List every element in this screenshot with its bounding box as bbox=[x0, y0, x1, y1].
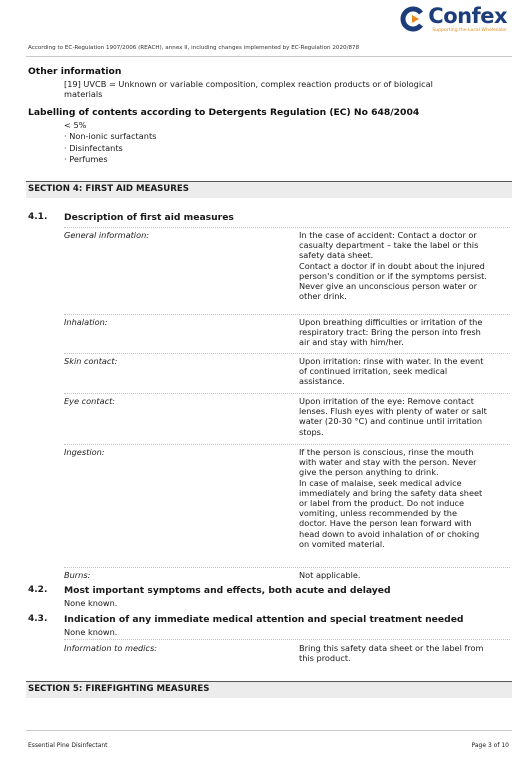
subsection-text: None known. bbox=[64, 627, 118, 637]
row-value-line: vomiting, unless recommended by the bbox=[299, 508, 458, 519]
other-information-line-2: materials bbox=[64, 89, 103, 99]
row-divider bbox=[64, 227, 510, 228]
labelling-title: Labelling of contents according to Detergents Regulation (EC) No 648/2004 bbox=[28, 107, 420, 118]
row-value-line: head down to avoid inhalation of or choking bbox=[299, 528, 480, 539]
other-information-line-1: [19] UVCB = Unknown or variable composition, complex reaction products or of biological bbox=[64, 79, 433, 89]
row-value-line: Upon breathing difficulties or irritation of the bbox=[299, 317, 483, 327]
row-divider bbox=[64, 567, 510, 568]
row-label: Skin contact: bbox=[64, 356, 118, 366]
labelling-item: < 5% bbox=[64, 120, 87, 130]
row-divider bbox=[64, 639, 510, 640]
labelling-item: · Perfumes bbox=[64, 154, 108, 164]
row-value bbox=[299, 396, 509, 437]
row-value bbox=[299, 447, 509, 549]
row-value-line: respiratory tract: Bring the person into fresh bbox=[299, 327, 481, 338]
row-value-line: immediately and bring the safety data sheet bbox=[299, 487, 483, 498]
row-value-line: doctor. Have the person lean forward with bbox=[299, 518, 472, 529]
section-4-title: SECTION 4: FIRST AID MEASURES bbox=[28, 184, 189, 194]
row-value bbox=[299, 643, 509, 663]
row-value-line: In case of malaise, seek medical advice bbox=[299, 477, 462, 488]
subsection-title: Most important symptoms and effects, both acute and delayed bbox=[64, 585, 391, 596]
row-value-line: safety data sheet. bbox=[299, 250, 374, 261]
row-value-line: of continued irritation, seek medical bbox=[299, 366, 448, 377]
row-value bbox=[299, 356, 509, 387]
row-value-line: this product. bbox=[299, 653, 351, 664]
confex-logo-icon bbox=[399, 6, 425, 32]
footer-divider bbox=[26, 730, 512, 731]
row-value-line: Bring this safety data sheet or the label from bbox=[299, 643, 484, 653]
subsection-number: 4.3. bbox=[28, 614, 48, 624]
row-value-line: casualty department – take the label or this bbox=[299, 240, 479, 251]
row-value-line: Upon irritation: rinse with water. In the event bbox=[299, 356, 484, 366]
row-value-line: give the person anything to drink. bbox=[299, 467, 439, 478]
logo-wordmark: Confex bbox=[428, 4, 507, 28]
row-value-line: stops. bbox=[299, 426, 324, 437]
other-information-title: Other information bbox=[28, 66, 122, 77]
row-divider bbox=[64, 353, 510, 354]
header-divider bbox=[26, 56, 512, 57]
row-label: Information to medics: bbox=[64, 643, 157, 653]
row-value bbox=[299, 230, 509, 301]
row-value-line: air and stay with him/her. bbox=[299, 337, 404, 348]
section-4-header bbox=[26, 181, 512, 198]
row-value-line: In the case of accident: Contact a doctor or bbox=[299, 230, 477, 240]
row-label: Burns: bbox=[64, 570, 91, 580]
subsection-title: Indication of any immediate medical attention and special treatment needed bbox=[64, 614, 464, 625]
subsection-number: 4.2. bbox=[28, 585, 48, 595]
row-value bbox=[299, 570, 509, 580]
row-value-line: Not applicable. bbox=[299, 570, 361, 580]
row-divider bbox=[64, 314, 510, 315]
labelling-item: · Disinfectants bbox=[64, 143, 123, 153]
row-value-line: with water and stay with the person. Never bbox=[299, 457, 477, 468]
row-value-line: lenses. Flush eyes with plenty of water or salt bbox=[299, 406, 487, 417]
row-divider bbox=[64, 444, 510, 445]
regulation-line: According to EC-Regulation 1907/2006 (REACH), annex II, including changes implemented by EC-Regulation 2020/878 bbox=[28, 45, 360, 51]
subsection-title: Description of first aid measures bbox=[64, 212, 234, 223]
row-value bbox=[299, 317, 509, 348]
row-label: General information: bbox=[64, 230, 150, 240]
row-value-line: Upon irritation of the eye: Remove contact bbox=[299, 396, 474, 406]
row-divider bbox=[64, 393, 510, 394]
row-label: Ingestion: bbox=[64, 447, 105, 457]
section-5-header bbox=[26, 681, 512, 698]
subsection-text: None known. bbox=[64, 598, 118, 608]
row-value-line: Contact a doctor if in doubt about the injured bbox=[299, 260, 485, 271]
row-label: Inhalation: bbox=[64, 317, 108, 327]
row-value-line: other drink. bbox=[299, 291, 347, 302]
section-5-title: SECTION 5: FIREFIGHTING MEASURES bbox=[28, 684, 210, 694]
row-value-line: Never give an unconscious person water or bbox=[299, 281, 477, 292]
labelling-item: · Non-ionic surfactants bbox=[64, 131, 157, 141]
row-value-line: assistance. bbox=[299, 376, 345, 387]
footer-page-number: Page 3 of 10 bbox=[471, 742, 509, 749]
confex-logo bbox=[399, 4, 507, 34]
footer-product: Essential Pine Disinfectant bbox=[28, 742, 108, 749]
row-value-line: person's condition or if the symptoms persist. bbox=[299, 270, 487, 281]
row-value-line: on vomited material. bbox=[299, 538, 385, 549]
row-label: Eye contact: bbox=[64, 396, 116, 406]
row-value-line: or label from the product. Do not induce bbox=[299, 498, 465, 509]
row-value-line: If the person is conscious, rinse the mouth bbox=[299, 447, 474, 457]
row-value-line: water (20-30 °C) and continue until irritation bbox=[299, 416, 483, 427]
logo-tagline: Supporting the Local Wholesaler bbox=[432, 28, 507, 33]
subsection-number: 4.1. bbox=[28, 212, 48, 222]
